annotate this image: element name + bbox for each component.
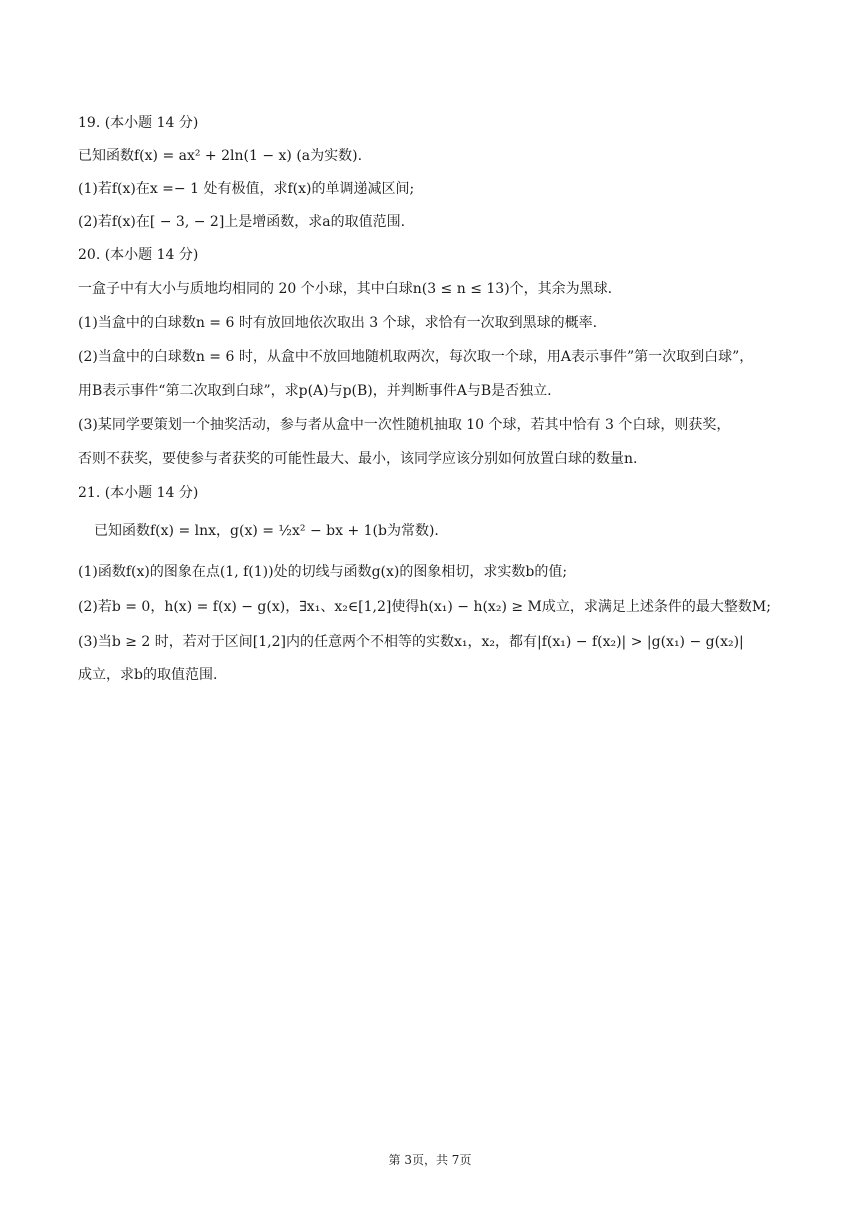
page-footer: 第 3页，共 7页 xyxy=(388,1153,472,1167)
problem-20-part-3-line-1: (3)某同学要策划一个抽奖活动，参与者从盒中一次性随机抽取 10 个球，若其中恰有 3 个白球，则获奖， xyxy=(78,417,731,433)
problem-20-part-2-line-1: (2)当盒中的白球数n = 6 时，从盒中不放回地随机取两次，每次取一个球，用A表示事件”第一次取到白球”， xyxy=(78,349,754,365)
problem-19-heading: 19. (本小题 14 分) xyxy=(78,115,199,131)
problem-20-part-1: (1)当盒中的白球数n = 6 时有放回地依次取出 3 个球，求恰有一次取到黑球的概率. xyxy=(78,315,598,331)
problem-21-part-1: (1)函数f(x)的图象在点(1, f(1))处的切线与函数g(x)的图象相切，求实数b的值; xyxy=(78,564,568,580)
problem-20-heading: 20. (本小题 14 分) xyxy=(78,247,199,263)
problem-21-part-3-line-1: (3)当b ≥ 2 时，若对于区间[1,2]内的任意两个不相等的实数x₁，x₂，都有|f(x₁) − f(x₂)| > |g(x₁) − g(x₂)| xyxy=(78,634,744,650)
problem-20-part-3-line-2: 否则不获奖，要使参与者获奖的可能性最大、最小，该同学应该分别如何放置白球的数量n. xyxy=(78,451,638,467)
problem-21-heading: 21. (本小题 14 分) xyxy=(78,485,199,501)
problem-19-part-2: (2)若f(x)在[ − 3, − 2]上是增函数，求a的取值范围. xyxy=(78,214,406,230)
problem-21-statement: 已知函数f(x) = lnx，g(x) = ½x² − bx + 1(b为常数). xyxy=(94,523,439,539)
problem-19-statement: 已知函数f(x) = ax² + 2ln(1 − x) (a为实数). xyxy=(78,148,363,164)
problem-19-part-1: (1)若f(x)在x =− 1 处有极值，求f(x)的单调递减区间; xyxy=(78,181,415,197)
problem-21-part-3-line-2: 成立，求b的取值范围. xyxy=(78,667,218,683)
problem-20-statement: 一盒子中有大小与质地均相同的 20 个小球，其中白球n(3 ≤ n ≤ 13)个，其余为黑球. xyxy=(78,281,613,297)
problem-20-part-2-line-2: 用B表示事件“第二次取到白球”，求p(A)与p(B)，并判断事件A与B是否独立. xyxy=(78,383,552,399)
problem-21-part-2: (2)若b = 0，h(x) = f(x) − g(x)，∃x₁、x₂∈[1,2]使得h(x₁) − h(x₂) ≥ M成立，求满足上述条件的最大整数M; xyxy=(78,599,771,615)
